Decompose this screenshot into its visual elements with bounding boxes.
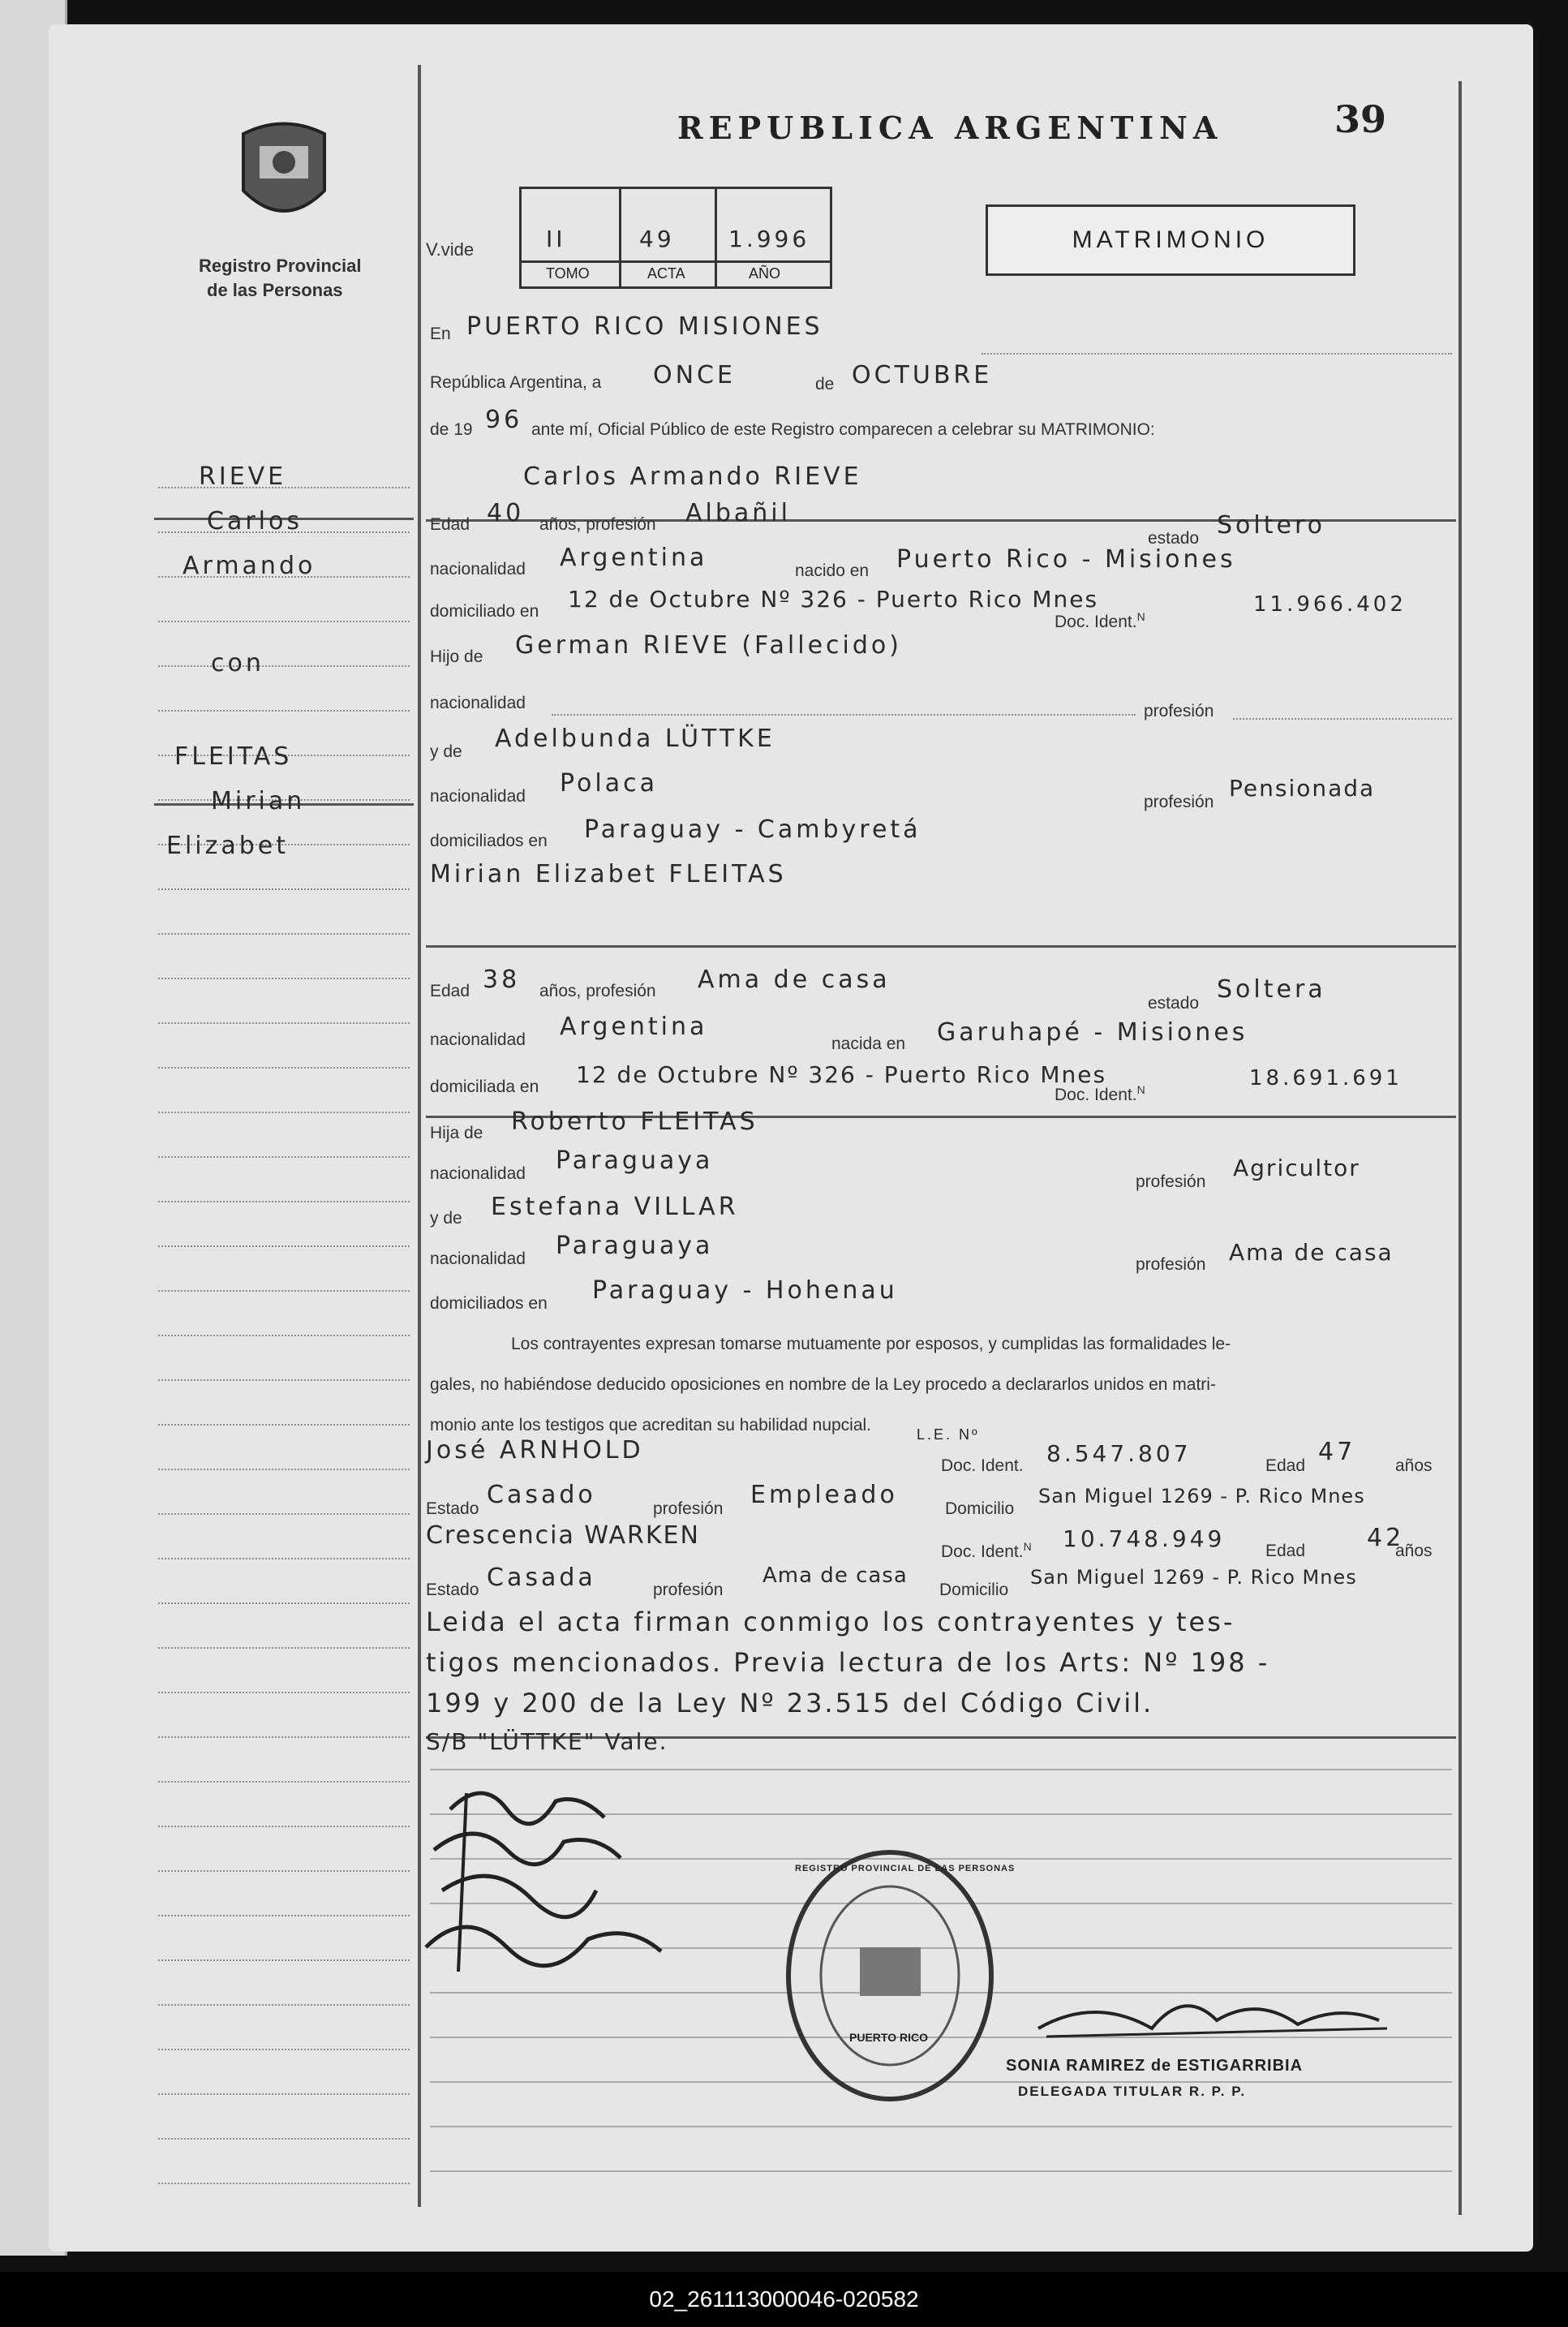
bride-birthplace: Garuhapé - Misiones [937,1018,1248,1047]
witness2-edad-label: Edad [1265,1542,1306,1560]
bride-mother: Estefana VILLAR [491,1193,739,1221]
bride-father-nat-label: nacionalidad [430,1164,526,1183]
margin-con: con [211,649,264,677]
groom-age: 40 [487,499,525,527]
witness1-name: José ARNHOLD [426,1436,644,1465]
groom-edad-label: Edad [430,515,470,534]
witness1-doc-type: L.E. Nº [917,1426,980,1443]
margin-groom-surname: RIEVE [199,462,287,491]
bride-nationality: Argentina [560,1013,708,1041]
groom-birthplace: Puerto Rico - Misiones [896,545,1236,574]
bride-parents-domicile: Paraguay - Hohenau [592,1276,898,1305]
bride-yde-label: y de [430,1209,462,1228]
margin-groom-given1: Carlos [207,507,303,536]
groom-mother-nationality: Polaca [560,769,658,798]
intro-ante-text: ante mí, Oficial Público de este Registro comparecen a celebrar su MATRIMONIO: [531,420,1155,439]
intro-de-label: de [815,375,835,394]
groom-father: German RIEVE (Fallecido) [515,631,902,660]
bride-father: Roberto FLEITAS [511,1108,758,1136]
act-type-label: MATRIMONIO [1072,226,1269,253]
bride-profession: Ama de casa [698,966,891,994]
groom-name: Carlos Armando RIEVE [523,462,862,491]
day-value: ONCE [653,361,736,389]
bride-estado-label: estado [1148,994,1200,1013]
registry-emblem [235,118,333,231]
groom-estado: Soltero [1217,511,1325,540]
groom-doc-label: Doc. Ident.$^N$ [1055,610,1145,631]
groom-yde-label: y de [430,742,462,761]
closing-line3: 199 y 200 de la Ley Nº 23.515 del Código Civil. [426,1688,1154,1718]
witness1-profesion-label: profesión [653,1499,724,1518]
registry-name-line1: Registro Provincial [199,256,362,276]
margin-bride-given1: Mirian [211,787,306,815]
closing-line2: tigos mencionados. Previa lectura de los Arts: Nº 198 - [426,1647,1270,1678]
document-page [49,24,1533,2252]
year-suffix: 96 [485,406,523,434]
bride-nacionalidad-label: nacionalidad [430,1030,526,1049]
groom-mother-prof-label: profesión [1144,793,1214,811]
witness1-domicile: San Miguel 1269 - P. Rico Mnes [1038,1485,1365,1508]
tomo-label: TOMO [546,265,590,282]
groom-estado-label: estado [1148,529,1200,548]
month-value: OCTUBRE [852,361,993,389]
margin-bride-given2: Elizabet [166,832,290,860]
closing-line1: Leida el acta firman conmigo los contrayentes y tes- [426,1607,1235,1637]
witness2-estado: Casada [487,1564,596,1592]
witness2-estado-label: Estado [426,1581,479,1599]
vide-label: V.vide [426,239,475,260]
groom-domicile: 12 de Octubre Nº 326 - Puerto Rico Mnes [568,586,1099,613]
witness2-doc-number: 10.748.949 [1063,1525,1226,1552]
groom-anos-profesion-label: años, profesión [539,515,656,534]
witness1-doc-label: Doc. Ident. [941,1456,1024,1475]
bride-anos-profesion-label: años, profesión [539,982,656,1000]
acta-value: 49 [639,226,675,252]
witness1-edad-label: Edad [1265,1456,1306,1475]
bride-age: 38 [483,966,521,994]
declaration-line3: monio ante los testigos que acreditan su habilidad nupcial. [430,1416,872,1434]
bride-mother-nationality: Paraguaya [556,1232,714,1260]
officer-name: SONIA RAMIREZ de ESTIGARRIBIA [1006,2057,1304,2075]
bride-father-prof-label: profesión [1136,1172,1206,1191]
stamp-text-bottom: PUERTO RICO [849,2031,928,2044]
tomo-value: II [546,226,566,252]
anio-label: AÑO [749,265,781,282]
groom-mother-nat-label: nacionalidad [430,787,526,806]
groom-nationality: Argentina [560,544,708,572]
bride-nacida-label: nacida en [831,1034,906,1053]
witness2-domicile: San Miguel 1269 - P. Rico Mnes [1030,1566,1357,1589]
officer-signature [1030,1980,1395,2053]
groom-nacionalidad-label: nacionalidad [430,560,526,579]
groom-hijo-label: Hijo de [430,647,483,666]
bride-edad-label: Edad [430,982,470,1000]
groom-domiciliado-label: domiciliado en [430,602,539,621]
witness1-estado-label: Estado [426,1499,479,1518]
groom-mother-profession: Pensionada [1229,775,1376,802]
bride-father-profession: Agricultor [1233,1155,1360,1181]
groom-father-nat-label: nacionalidad [430,694,526,712]
bride-hija-label: Hija de [430,1124,483,1142]
declaration-line2: gales, no habiéndose deducido oposiciones en nombre de la Ley procedo a declararlos unidos en matri- [430,1375,1216,1394]
groom-mother: Adelbunda LÜTTKE [495,725,775,753]
registry-name-line2: de las Personas [207,280,343,300]
file-id-footer: 02_261113000046-020582 [0,2272,1568,2327]
bride-doc-label: Doc. Ident.$^N$ [1055,1083,1145,1104]
stamp-text-top: REGISTRO PROVINCIAL DE LAS PERSONAS [795,1864,1016,1873]
witness2-anos-label: años [1395,1542,1433,1560]
groom-parents-domicile: Paraguay - Cambyretá [584,815,921,844]
groom-parents-dom-label: domiciliados en [430,832,548,850]
declaration-line1: Los contrayentes expresan tomarse mutuamente por esposos, y cumplidas las formalidades le- [511,1335,1231,1353]
witness1-age: 47 [1318,1438,1356,1466]
witness1-profession: Empleado [750,1481,898,1509]
witness2-domicilio-label: Domicilio [939,1581,1009,1599]
bride-mother-prof-label: profesión [1136,1255,1206,1274]
bride-parents-dom-label: domiciliados en [430,1294,548,1313]
closing-line4: S/B "LÜTTKE" Vale. [426,1728,668,1755]
bride-domiciliada-label: domiciliada en [430,1077,539,1096]
witness2-profession: Ama de casa [763,1564,908,1588]
groom-nacido-label: nacido en [795,561,870,580]
page-number: 39 [1334,97,1387,141]
officer-title: DELEGADA TITULAR R. P. P. [1018,2084,1247,2099]
acta-label: ACTA [647,265,685,282]
right-page-border [1458,81,1462,2215]
official-stamp [783,1846,1016,2105]
groom-father-prof-label: profesión [1144,702,1214,720]
witness1-doc-number: 8.547.807 [1046,1440,1192,1467]
country-title: REPUBLICA ARGENTINA [677,110,1223,146]
place-value: PUERTO RICO MISIONES [466,312,823,341]
witness2-profesion-label: profesión [653,1581,724,1599]
bride-mother-profession: Ama de casa [1229,1239,1394,1266]
witness2-doc-label: Doc. Ident.$^N$ [941,1540,1032,1561]
year-prefix: de 19 [430,420,473,439]
intro-en-label: En [430,325,451,343]
groom-doc-number: 11.966.402 [1253,592,1407,617]
act-type-box [986,204,1355,276]
witness1-estado: Casado [487,1481,596,1509]
witness1-domicilio-label: Domicilio [945,1499,1015,1518]
bride-name: Mirian Elizabet FLEITAS [430,860,787,888]
bride-estado: Soltera [1217,975,1326,1004]
groom-profession: Albañil [685,499,791,527]
witness2-name: Crescencia WARKEN [426,1521,700,1550]
witness1-anos-label: años [1395,1456,1433,1475]
bride-mother-nat-label: nacionalidad [430,1250,526,1268]
margin-bride-surname: FLEITAS [174,742,293,771]
bride-domicile: 12 de Octubre Nº 326 - Puerto Rico Mnes [576,1061,1107,1088]
registry-reference-table [519,187,832,289]
bride-doc-number: 18.691.691 [1249,1066,1403,1090]
anio-value: 1.996 [728,226,810,252]
signatures-group [418,1777,685,1988]
witness2-age: 42 [1367,1524,1405,1552]
margin-groom-given2: Armando [183,552,316,580]
intro-republica-label: República Argentina, a [430,373,602,392]
bride-father-nationality: Paraguaya [556,1146,714,1175]
